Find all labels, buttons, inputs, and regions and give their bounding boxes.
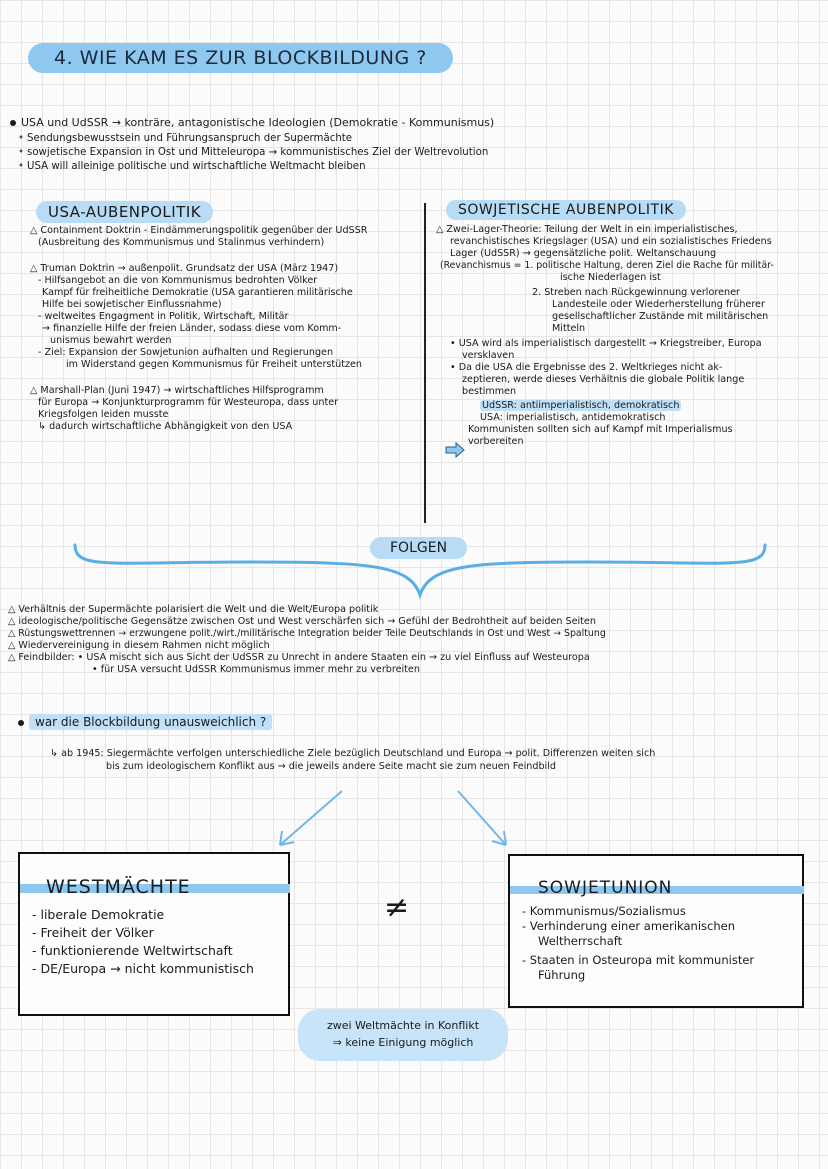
usa-heading: USA-AUBENPOLITIK (36, 201, 213, 223)
usa-line: - Ziel: Expansion der Sowjetunion aufhalten und Regierungen (38, 347, 334, 358)
usa-line: △ Containment Doktrin - Eindämmerungspolitik gegenüber der UdSSR (30, 225, 368, 236)
conclusion-line: ⇒ keine Einigung möglich (332, 1036, 474, 1049)
split-arrows (270, 785, 560, 855)
east-item: - Kommunismus/Sozialismus (522, 904, 686, 918)
usa-line: ↳ dadurch wirtschaftliche Abhängigkeit von den USA (38, 421, 293, 432)
usa-line: Hilfe bei sowjetischer Einflussnahme) (42, 299, 222, 310)
folgen-line: • für USA versucht UdSSR Kommunismus immer mehr zu verbreiten (92, 664, 420, 675)
bullet-icon (18, 720, 24, 726)
folgen-section (8, 604, 823, 676)
usa-line: im Widerstand gegen Kommunismus für Freiheit unterstützen (66, 359, 363, 370)
east-list (522, 904, 754, 983)
soviet-line: gesellschaftlicher Zustände mit militärischen (552, 311, 769, 322)
intro-item: USA und UdSSR → konträre, antagonistische Ideologien (Demokratie - Kommunismus) (10, 117, 494, 129)
page-title: 4. WIE KAM ES ZUR BLOCKBILDUNG ? (28, 43, 453, 73)
folgen-line: △ Rüstungswettrennen → erzwungene polit./wirt./militärische Integration beider Teile Deutschlands in Ost und West → Spaltung (8, 628, 606, 639)
folgen-line: △ Verhältnis der Supermächte polarisiert die Welt und die Welt/Europa politik (8, 604, 379, 615)
usa-line: (Ausbreitung des Kommunismus und Stalinmus verhindern) (38, 237, 325, 248)
folgen-line: △ ideologische/politische Gegensätze zwischen Ost und West verschärfen sich → Gefühl der Bedrohtheit auf beiden Seiten (8, 616, 596, 627)
bullet-icon (10, 120, 16, 126)
usa-line: △ Truman Doktrin → außenpolit. Grundsatz der USA (März 1947) (30, 263, 339, 274)
intro-item: • Sendungsbewusstsein und Führungsanspruch der Supermächte (18, 133, 353, 144)
column-divider (424, 203, 426, 523)
west-item: - Freiheit der Völker (32, 925, 154, 940)
east-item: - Staaten in Osteuropa mit kommunister (522, 953, 755, 967)
usa-line: - Hilfsangebot an die von Kommunismus bedrohten Völker (38, 275, 318, 286)
soviet-line: bestimmen (462, 386, 517, 397)
usa-section (30, 225, 422, 433)
east-box (508, 854, 804, 1008)
east-item: Führung (538, 968, 586, 982)
usa-line: unismus bewahrt werden (50, 335, 172, 346)
arrow-right-icon (444, 441, 466, 459)
usa-line: für Europa → Konjunkturprogramm für Westeuropa, dass unter (38, 397, 339, 408)
west-item: - DE/Europa → nicht kommunistisch (32, 961, 254, 976)
usa-line: △ Marshall-Plan (Juni 1947) → wirtschaftliches Hilfsprogramm (30, 385, 324, 396)
east-item: Weltherrschaft (538, 934, 623, 948)
west-item: - liberale Demokratie (32, 907, 165, 922)
west-box (18, 852, 290, 1016)
west-item: - funktionierende Weltwirtschaft (32, 943, 233, 958)
west-title: WESTMÄCHTE (46, 876, 191, 898)
soviet-line: △ Zwei-Lager-Theorie: Teilung der Welt in ein imperialistisches, (436, 224, 738, 235)
west-list (32, 906, 254, 978)
folgen-line: △ Feindbilder: • USA mischt sich aus Sicht der UdSSR zu Unrecht in andere Staaten ein → zu viel Einfluss auf Westeuropa (8, 652, 590, 663)
folgen-line: △ Wiedervereinigung in diesem Rahmen nicht möglich (8, 640, 270, 651)
intro-item: • USA will alleinige politische und wirtschaftliche Weltmacht bleiben (18, 161, 366, 172)
usa-line: Kriegsfolgen leiden musste (38, 409, 169, 420)
soviet-line: ische Niederlagen ist (560, 272, 661, 283)
soviet-line: • Da die USA die Ergebnisse des 2. Weltkrieges nicht ak- (450, 362, 723, 373)
conclusion-cloud (298, 1009, 508, 1061)
soviet-line: 2. Streben nach Rückgewinnung verlorener (532, 287, 740, 298)
soviet-line: vorbereiten (468, 436, 524, 447)
soviet-line: Kommunisten sollten sich auf Kampf mit Imperialismus (468, 424, 733, 435)
conclusion-line: zwei Weltmächte in Konflikt (326, 1019, 480, 1032)
answer-line: ↳ ab 1945: Siegermächte verfolgen unterschiedliche Ziele bezüglich Deutschland und Europa → polit. Differenzen weiten sich (50, 748, 656, 759)
soviet-line: revanchistisches Kriegslager (USA) und ein sozialistisches Friedens (450, 236, 772, 247)
soviet-line: (Revanchismus = 1. politische Haltung, deren Ziel die Rache für militär- (440, 260, 774, 271)
soviet-heading: SOWJETISCHE AUBENPOLITIK (446, 200, 686, 220)
usa-line: - weltweites Engagment in Politik, Wirtschaft, Militär (38, 311, 289, 322)
soviet-line: versklaven (462, 350, 515, 361)
answer-line: bis zum ideologischem Konflikt aus → die jeweils andere Seite macht sie zum neuen Feindbild (106, 761, 556, 772)
soviet-line: UdSSR: antiimperialistisch, demokratisch (482, 400, 680, 411)
question: war die Blockbildung unausweichlich ? (18, 716, 272, 728)
usa-line: → finanzielle Hilfe der freien Länder, sodass diese vom Komm- (42, 323, 342, 334)
soviet-line: Lager (UdSSR) → gegensätzliche polit. Weltanschauung (450, 248, 717, 259)
not-equal-icon: ≠ (384, 890, 410, 925)
soviet-line: USA: imperialistisch, antidemokratisch (480, 412, 666, 423)
soviet-section (436, 224, 820, 448)
soviet-line: Landesteile oder Wiederherstellung früherer (552, 299, 765, 310)
soviet-line: zeptieren, werde dieses Verhältnis die globale Politik lange (462, 374, 745, 385)
usa-line: Kampf für freiheitliche Demokratie (USA garantieren militärische (42, 287, 353, 298)
east-title: SOWJETUNION (538, 878, 673, 898)
east-item: - Verhinderung einer amerikanischen (522, 919, 736, 933)
soviet-line: Mitteln (552, 323, 586, 334)
folgen-label: FOLGEN (370, 537, 467, 559)
soviet-line: • USA wird als imperialistisch dargestellt → Kriegstreiber, Europa (450, 338, 762, 349)
intro-item: • sowjetische Expansion in Ost und Mitteleuropa → kommunistisches Ziel der Weltrevolution (18, 147, 489, 158)
